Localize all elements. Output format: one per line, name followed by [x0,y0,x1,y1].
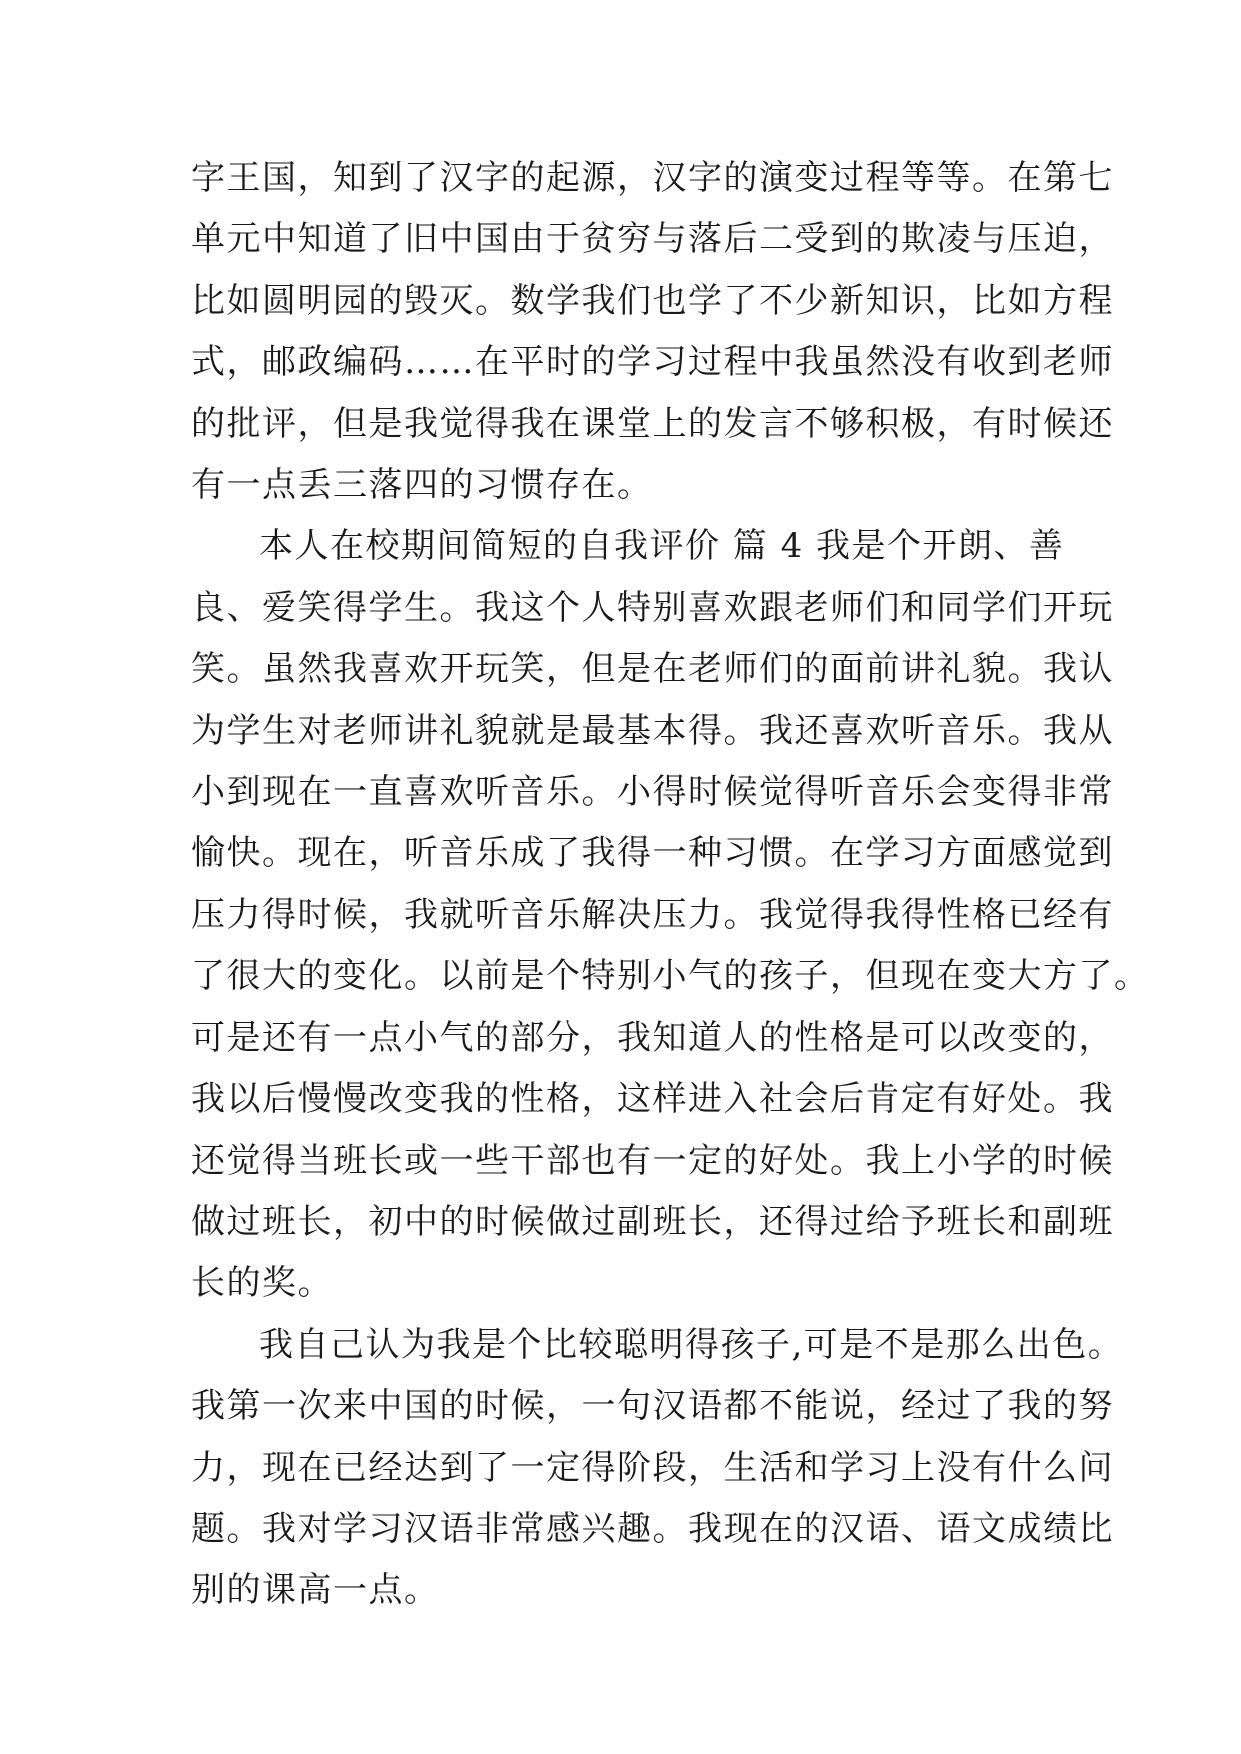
text-line: 有一点丢三落四的习惯存在。 [191,465,653,506]
text-line: 我自己认为我是个比较聪明得孩子,可是不是那么出色。 [259,1324,1124,1365]
document-body [191,148,1150,1622]
text-line: 良、爱笑得学生。我这个人特别喜欢跟老师们和同学们开玩 [191,587,1114,628]
paragraph-1 [191,148,1114,516]
text-line: 小到现在一直喜欢听音乐。小得时候觉得听音乐会变得非常 [191,772,1114,813]
text-line: 了很大的变化。以前是个特别小气的孩子，但现在变大方了。 [191,956,1150,997]
text-line: 压力得时候，我就听音乐解决压力。我觉得我得性格已经有 [191,894,1114,935]
text-line: 可是还有一点小气的部分，我知道人的性格是可以改变的， [191,1017,1114,1058]
text-line: 比如圆明园的毁灭。数学我们也学了不少新知识，比如方程 [191,280,1114,321]
text-line: 为学生对老师讲礼貌就是最基本得。我还喜欢听音乐。我从 [191,710,1114,751]
text-line: 题。我对学习汉语非常感兴趣。我现在的汉语、语文成绩比 [191,1508,1114,1549]
text-line: 字王国，知到了汉字的起源，汉字的演变过程等等。在第七 [191,158,1114,198]
paragraph-3 [191,1315,1124,1622]
text-line: 单元中知道了旧中国由于贫穷与落后二受到的欺凌与压迫， [191,219,1114,260]
text-line: 还觉得当班长或一些干部也有一定的好处。我上小学的时候 [191,1140,1114,1181]
text-line: 笑。虽然我喜欢开玩笑，但是在老师们的面前讲礼貌。我认 [191,649,1114,690]
text-line: 力，现在已经达到了一定得阶段，生活和学习上没有什么问 [191,1447,1114,1488]
text-line: 别的课高一点。 [191,1570,440,1611]
text-line: 式，邮政编码……在平时的学习过程中我虽然没有收到老师 [191,342,1114,383]
text-line: 愉快。现在，听音乐成了我得一种习惯。在学习方面感觉到 [191,833,1114,874]
text-line: 长的奖。 [191,1263,333,1304]
text-line: 我以后慢慢改变我的性格，这样进入社会后肯定有好处。我 [191,1079,1114,1120]
text-line: 本人在校期间简短的自我评价 篇 4 我是个开朗、善 [259,526,1065,567]
paragraph-2 [191,516,1150,1314]
text-line: 我第一次来中国的时候，一句汉语都不能说，经过了我的努 [191,1386,1114,1427]
text-line: 的批评，但是我觉得我在课堂上的发言不够积极，有时候还 [191,403,1114,444]
text-line: 做过班长，初中的时候做过副班长，还得过给予班长和副班 [191,1201,1114,1242]
